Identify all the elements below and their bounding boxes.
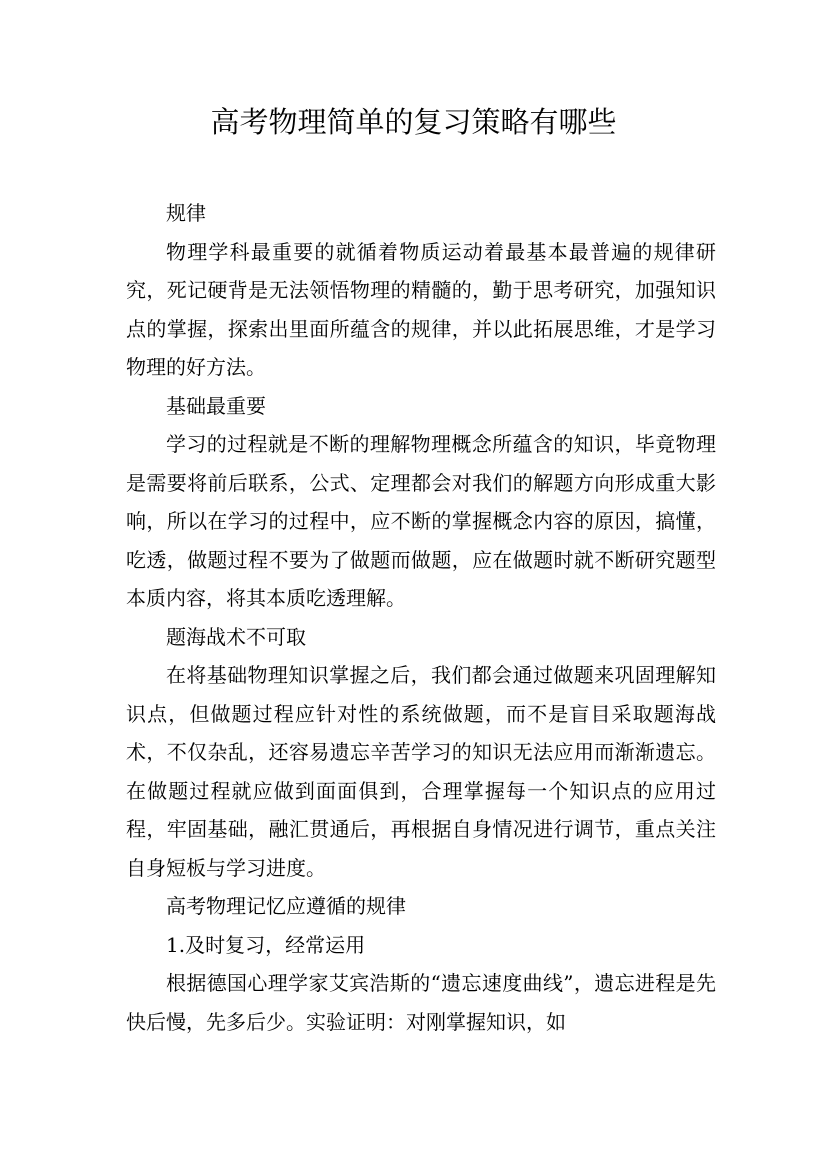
document-title: 高考物理简单的复习策略有哪些 [210,105,617,139]
paragraph-rules: 物理学科最重要的就循着物质运动着最基本最普遍的规律研究，死记硬背是无法领悟物理的精髓的，勤于思考研究，加强知识点的掌握，探索出里面所蕴含的规律，并以此拓展思维，才是学习物理的好方法。 [126,239,716,379]
paragraph-basics: 学习的过程就是不断的理解物理概念所蕴含的知识，毕竟物理是需要将前后联系，公式、定理都会对我们的解题方向形成重大影响，所以在学习的过程中，应不断的掌握概念内容的原因，搞懂，吃透，做题过程不要为了做题而做题，应在做题时就不断研究题型本质内容，将其本质吃透理解。 [126,432,716,610]
heading-no-question-sea: 题海战术不可取 [166,624,306,649]
paragraph-forgetting-curve: 根据德国心理学家艾宾浩斯的“遗忘速度曲线”，遗忘进程是先快后慢，先多后少。实验证明：对刚掌握知识，如 [126,971,716,1034]
heading-memory-rules: 高考物理记忆应遵循的规律 [166,894,406,918]
heading-rules: 规律 [166,201,206,225]
paragraph-no-question-sea: 在将基础物理知识掌握之后，我们都会通过做题来巩固理解知识点，但做题过程应针对性的系统做题，而不是盲目采取题海战术，不仅杂乱，还容易遗忘辛苦学习的知识无法应用而渐渐遗忘。在做题过程就应做到面面俱到，合理掌握每一个知识点的应用过程，牢固基础，融汇贯通后，再根据自身情况进行调节，重点关注自身短板与学习进度。 [126,663,716,880]
heading-basics: 基础最重要 [166,393,266,418]
document-body [126,194,716,1041]
subheading-timely-review: 1.及时复习，经常运用 [166,932,366,957]
